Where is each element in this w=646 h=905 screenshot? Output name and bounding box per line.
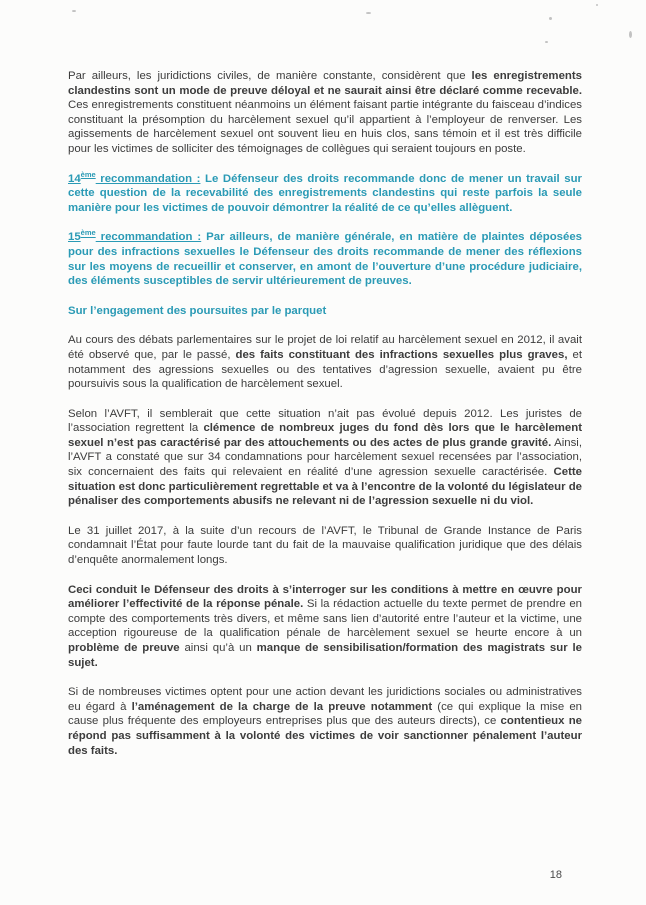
document-content (68, 69, 582, 773)
scan-speck (72, 10, 76, 12)
paragraph-juridictions-sociales (68, 685, 582, 758)
text-run: des faits constituant des infractions sexuelles plus graves, (235, 348, 568, 361)
paragraph-debats-parlementaires (68, 333, 582, 391)
paragraph-avft (68, 407, 582, 509)
text-run: Le Défenseur des droits recommande donc de mener un travail sur cette question de la recevabilité des enregistrements clandestins qui reste parfois la seule manière pour les victimes de pouvoir démontrer la réalité de ce qu’elles allèguent. (68, 172, 582, 214)
paragraph-tgi-paris (68, 524, 582, 568)
text-run: contentieux ne répond pas suffisamment à la volonté des victimes de voir sanctionner pénalement l’auteur des faits. (68, 715, 582, 757)
text-run: 15 (68, 231, 81, 244)
section-heading: Sur l’engagement des poursuites par le parquet (68, 304, 327, 317)
text-run: Si de nombreuses victimes optent pour une action devant les juridictions sociales ou administratives eu égard à (68, 686, 582, 713)
text-run: Ces enregistrements constituent néanmoins un élément faisant partie intégrante du faisceau d’indices constituant la présomption du harcèlement sexuel qu’il appartient à l’employeur de renverser. Les agissements de harcèlement sexuel ont souvent lieu en huis clos, sans témoin et il est très difficile pour les victimes de solliciter des témoignages de collègues qui seraient toujours en poste. (68, 99, 582, 155)
scan-speck (549, 17, 552, 20)
scan-speck (596, 4, 598, 6)
text-run: Le 31 juillet 2017, à la suite d’un recours de l’AVFT, le Tribunal de Grande Instance de Paris condamnait l’État pour faute lourde tant du fait de la mauvaise qualification juridique que des délais d’enquête anormalement longs. (68, 524, 582, 567)
text-run: Si la rédaction actuelle du texte permet de prendre en compte des comportements très divers, et même sans lien d’autorité entre l’auteur et la victime, une acception rigoureuse de la qualification pénale de harcèlement sexuel se heurte encore à un (68, 598, 582, 640)
text-run: (ce qui explique la mise en cause plus fréquente des employeurs entreprises plus que des auteurs directs), ce (68, 700, 583, 728)
text-run: les enregistrements clandestins sont un mode de preuve déloyal et ne saurait ainsi être déclaré comme recevable. (68, 70, 582, 97)
page-number: 18 (549, 869, 562, 881)
text-run: ème (80, 169, 96, 179)
text-run: recommandation : (95, 172, 201, 185)
recommendation-15 (68, 230, 582, 288)
text-run: l’aménagement de la charge de la preuve notamment (131, 700, 433, 713)
paragraph-reponse-penale (68, 583, 582, 671)
text-run: Cette situation est donc particulièrement regrettable et va à l’encontre de la volonté du législateur de pénaliser des comportements abusifs ne relevant ni de l’agression sexuelle ni du viol. (68, 466, 582, 508)
text-run: problème de preuve (68, 642, 180, 654)
paragraph-juridictions-civiles (68, 69, 582, 157)
text-run: recommandation : (95, 231, 202, 244)
recommendation-14 (68, 169, 582, 216)
text-run: Selon l’AVFT, il semblerait que cette situation n’ait pas évolué depuis 2012. Les juristes de l’association regrettent la (68, 407, 582, 435)
text-run: Ceci conduit le Défenseur des droits à s’interroger sur les conditions à mettre en œuvre pour améliorer l’effectivité de la réponse pénale. (68, 583, 582, 611)
text-run: clémence de nombreux juges du fond dès lors que le harcèlement sexuel n’est pas caractérisé par des attouchements ou des actes de plus grande gravité. (68, 422, 582, 449)
text-run: Au cours des débats parlementaires sur le projet de loi relatif au harcèlement sexuel en 2012, il avait été observé que, par le passé, (68, 334, 582, 361)
text-run: Par ailleurs, de manière générale, en matière de plaintes déposées pour des infractions sexuelles le Défenseur des droits recommande de mener des réflexions sur les moyens de recueillir et conserver, en amont de l’ouverture d’une procédure judiciaire, des éléments susceptibles de servir ultérieurement de preuves. (68, 231, 583, 288)
scan-speck (545, 41, 548, 43)
text-run: ème (80, 228, 96, 238)
scan-speck (366, 12, 371, 14)
scan-speck (629, 31, 632, 38)
text-run: 14 (68, 172, 81, 185)
text-run: ainsi qu’à un (179, 642, 257, 654)
text-run: manque de sensibilisation/formation des magistrats sur le sujet. (68, 642, 582, 669)
text-run: et notamment des agressions sexuelles ou des tentatives d’agression sexuelle, avaient pu être poursuivis sous la qualification de harcèlement sexuel. (68, 348, 582, 391)
text-run: Par ailleurs, les juridictions civiles, de manière constante, considèrent que (68, 70, 472, 82)
text-run: Ainsi, l’AVFT a constaté que sur 34 condamnations pour harcèlement sexuel recensées par l’association, six concernaient des faits qui relevaient en réalité d’une agression sexuelle caractérisée. (68, 436, 582, 479)
